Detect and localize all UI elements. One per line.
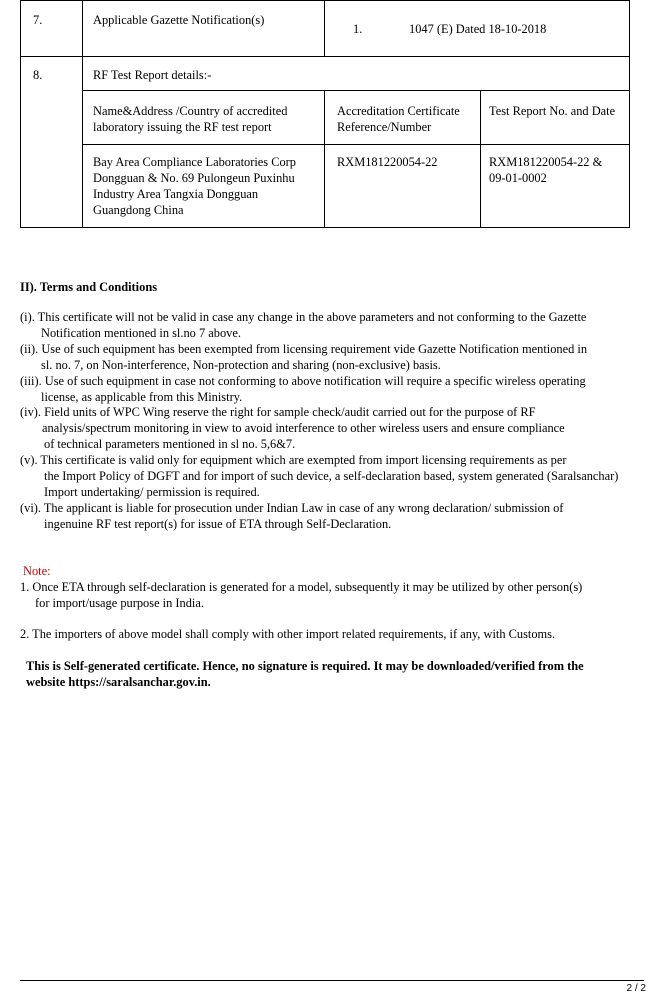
note-line: 1. Once ETA through self-declaration is generated for a model, subsequently it may be utilized by other person(s) bbox=[20, 580, 583, 594]
accreditation-number: RXM181220054-22 bbox=[337, 155, 438, 169]
terms-line: Import undertaking/ permission is required. bbox=[44, 485, 260, 499]
row-number: 8. bbox=[33, 68, 43, 82]
disclaimer-line: This is Self-generated certificate. Hence, no signature is required. It may be downloaded/verified from the bbox=[26, 659, 584, 673]
lab-name-address: Bay Area Compliance Laboratories Corp bbox=[93, 155, 297, 169]
table-rule bbox=[82, 0, 83, 228]
test-report-number-date: RXM181220054-22 & bbox=[489, 155, 603, 169]
lab-header: Name&Address /Country of accredited bbox=[93, 104, 288, 118]
terms-line: (ii). Use of such equipment has been exempted from licensing requirement vide Gazette Notification mentioned in bbox=[20, 342, 588, 356]
lab-name-address: Industry Area Tangxia Dongguan bbox=[93, 187, 259, 201]
table-rule bbox=[629, 0, 630, 228]
terms-line: (i). This certificate will not be valid in case any change in the above parameters and not conforming to the Gazette bbox=[20, 310, 587, 324]
accreditation-header: Accreditation Certificate bbox=[337, 104, 460, 118]
lab-header: laboratory issuing the RF test report bbox=[93, 120, 272, 134]
certificate-details-table bbox=[20, 0, 630, 228]
terms-line: (v). This certificate is valid only for equipment which are exempted from import licensing requirements as per bbox=[20, 453, 567, 467]
table-rule bbox=[324, 0, 325, 56]
lab-name-address: Guangdong China bbox=[93, 203, 184, 217]
test-report-header: Test Report No. and Date bbox=[489, 104, 616, 118]
terms-item bbox=[20, 309, 640, 341]
table-rule bbox=[20, 0, 630, 1]
terms-line: the Import Policy of DGFT and for import of such device, a self-declaration based, system generated (Saralsanchar) bbox=[44, 469, 619, 483]
terms-item bbox=[20, 500, 640, 532]
terms-item bbox=[20, 373, 640, 405]
terms-line: sl. no. 7, on Non-interference, Non-protection and sharing (non-exclusive) basis. bbox=[41, 358, 441, 372]
note-item bbox=[20, 626, 640, 642]
gazette-item-number: 1. bbox=[353, 22, 363, 36]
gazette-notification-label: Applicable Gazette Notification(s) bbox=[93, 13, 265, 27]
table-rule bbox=[324, 90, 325, 228]
terms-line: (iii). Use of such equipment in case not conforming to above notification will require a specific wireless operating bbox=[20, 374, 586, 388]
terms-line: license, as applicable from this Ministry. bbox=[41, 390, 243, 404]
note-item bbox=[20, 579, 640, 611]
terms-line: Notification mentioned in sl.no 7 above. bbox=[41, 326, 241, 340]
table-rule bbox=[20, 0, 21, 228]
rf-test-report-label: RF Test Report details:- bbox=[93, 68, 212, 82]
page-number: 2 / 2 bbox=[626, 983, 646, 994]
lab-name-address: Dongguan & No. 69 Pulongeun Puxinhu bbox=[93, 171, 295, 185]
table-rule bbox=[82, 144, 630, 145]
note-line: 2. The importers of above model shall comply with other import related requirements, if any, with Customs. bbox=[20, 627, 556, 641]
gazette-notification-value: 1047 (E) Dated 18-10-2018 bbox=[409, 22, 547, 36]
terms-line: analysis/spectrum monitoring in view to avoid interference to other wireless users and ensure compliance bbox=[42, 421, 565, 435]
terms-item bbox=[20, 341, 640, 373]
note-label: Note: bbox=[23, 564, 51, 578]
table-rule bbox=[20, 56, 630, 57]
self-generated-disclaimer bbox=[26, 658, 636, 690]
table-rule bbox=[20, 227, 630, 228]
row-number: 7. bbox=[33, 13, 43, 27]
terms-item bbox=[20, 404, 640, 452]
terms-line: of technical parameters mentioned in sl no. 5,6&7. bbox=[44, 437, 296, 451]
table-rule bbox=[480, 90, 481, 228]
terms-heading: II). Terms and Conditions bbox=[20, 280, 158, 294]
disclaimer-line: website https://saralsanchar.gov.in. bbox=[26, 675, 211, 689]
terms-line: (iv). Field units of WPC Wing reserve the right for sample check/audit carried out for the purpose of RF bbox=[20, 405, 536, 419]
terms-line: (vi). The applicant is liable for prosecution under Indian Law in case of any wrong declaration/ submission of bbox=[20, 501, 564, 515]
terms-item bbox=[20, 452, 640, 500]
note-line: for import/usage purpose in India. bbox=[35, 596, 204, 610]
table-rule bbox=[82, 90, 630, 91]
footer-divider bbox=[20, 980, 644, 981]
test-report-number-date: 09-01-0002 bbox=[489, 171, 547, 185]
accreditation-header: Reference/Number bbox=[337, 120, 432, 134]
terms-line: ingenuine RF test report(s) for issue of ETA through Self-Declaration. bbox=[44, 517, 392, 531]
